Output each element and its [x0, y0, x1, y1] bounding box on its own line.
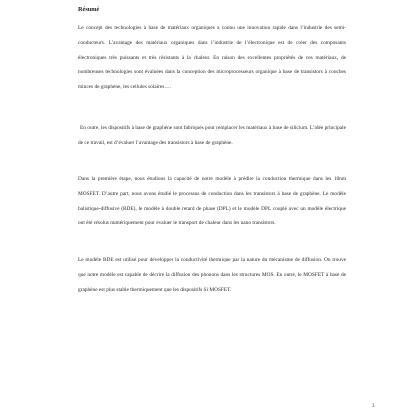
paragraph-models: Dans la première étape, nous étudions la capacité de notre modèle à prédire la conduction thermique dans les 10nm MOSFET. D’autre part, nous avons étudié le processus de conduction dans les transistors à base de graphène. Le modèle balistique-diffusive (BDE), le modèle à double retard de phase (DPL) et le modèle DPL couplé avec un modèle électrique ont été résolus numériquement pour évaluer le transport de chaleur dans les nano transistors.: [78, 176, 346, 227]
paragraph-intro: Le concept des technologies à base de matériaux organiques a connu une innovation rapide dans l’industrie des semi-conducteurs. L’avantage des matériaux organiques dans l’industrie de l’électronique est de créer des composants électroniques très puissants et très résistants à la chaleur. En raison des excellentes propriétés de ces matériaux, de nombreuses technologies sont évaluées dans la conception des microprocesseurs organique à base de transistors à couches minces de graphène, les cellules solaires….: [78, 25, 346, 91]
paragraph-conclusion: Le modèle BDE est utilisé pour développer la conductivité thermique par la nature du mécanisme de diffusion. On trouve que notre modèle est capable de décrire la diffusion des phonons dans les structures MOS. En outre, le MOSFET à base de graphène est plus stable thermiquement que les dispositifs Si MOSFET.: [78, 257, 346, 293]
section-heading: Résumé: [78, 6, 100, 13]
paragraph-graphene: En outre, les dispositifs à base de graphène sont fabriqués pour remplacer les matériaux à base de silicium. L’idée principale de ce travail, est d’évaluer l’avantage des transistors à base de graphène.: [78, 125, 346, 146]
page-number: 3: [372, 404, 375, 409]
